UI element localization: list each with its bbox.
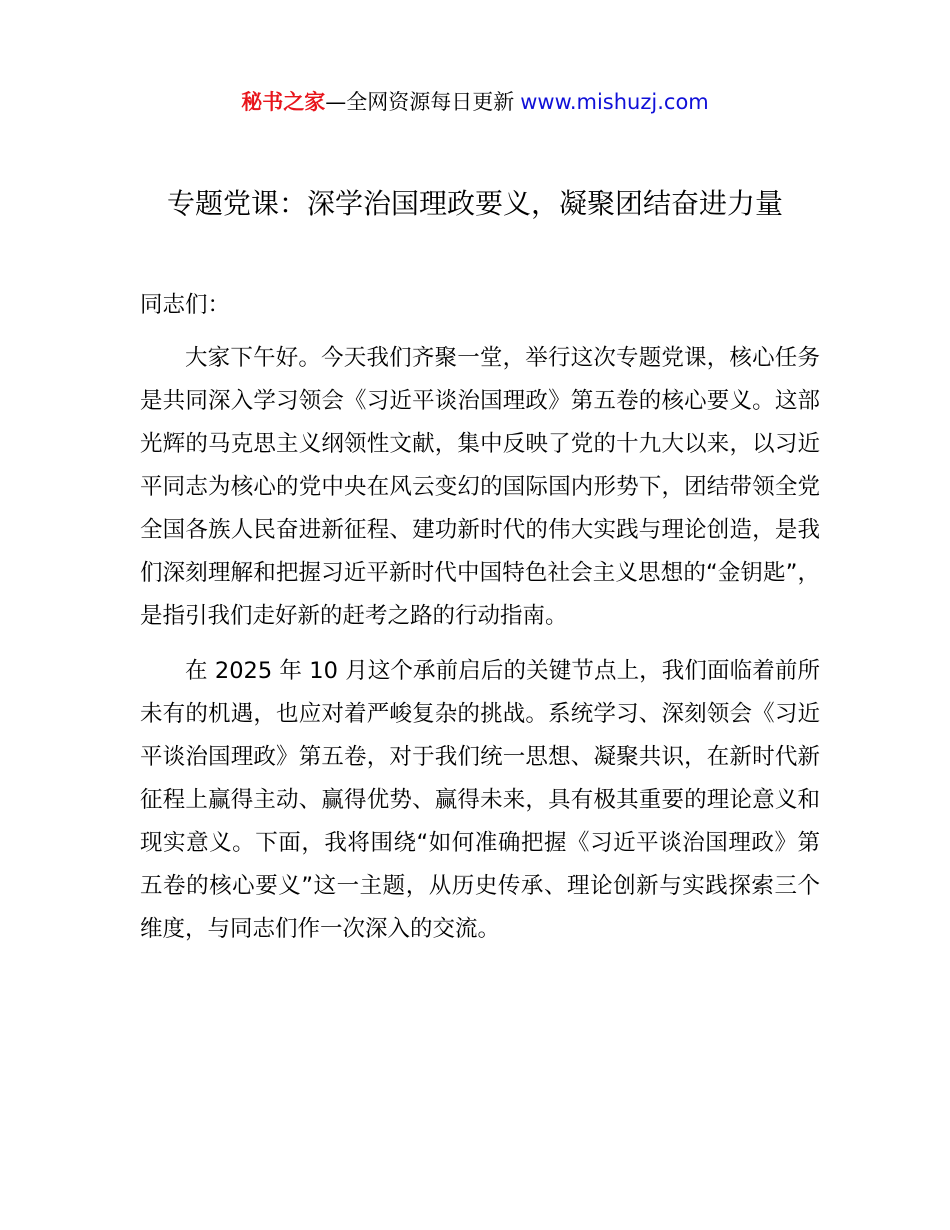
paragraph-1: 大家下午好。今天我们齐聚一堂，举行这次专题党课，核心任务是共同深入学习领会《习近平谈治国理政》第五卷的核心要义。这部光辉的马克思主义纲领性文献，集中反映了党的十九大以来，以习近平同志为核心的党中央在风云变幻的国际国内形势下，团结带领全党全国各族人民奋进新征程、建功新时代的伟大实践与理论创造，是我们深刻理解和把握习近平新时代中国特色社会主义思想的“金钥匙”，是指引我们走好新的赶考之路的行动指南。 (140, 345, 820, 629)
brand-name: 秘书之家 (241, 90, 326, 114)
document-body (140, 284, 820, 963)
site-header (0, 86, 950, 118)
header-tagline: —全网资源每日更新 (325, 90, 515, 114)
salutation: 同志们： (140, 292, 231, 318)
document-title: 专题党课：深学治国理政要义，凝聚团结奋进力量 (166, 187, 783, 220)
paragraph-2: 在 2025 年 10 月这个承前启后的关键节点上，我们面临着前所未有的机遇，也应对着严峻复杂的挑战。系统学习、深刻领会《习近平谈治国理政》第五卷，对于我们统一思想、凝聚共识，在新时代新征程上赢得主动、赢得优势、赢得未来，具有极其重要的理论意义和现实意义。下面，我将围绕“如何准确把握《习近平谈治国理政》第五卷的核心要义”这一主题，从历史传承、理论创新与实践探索三个维度，与同志们作一次深入的交流。 (140, 658, 820, 942)
site-link[interactable]: www.mishuzj.com (520, 90, 709, 114)
